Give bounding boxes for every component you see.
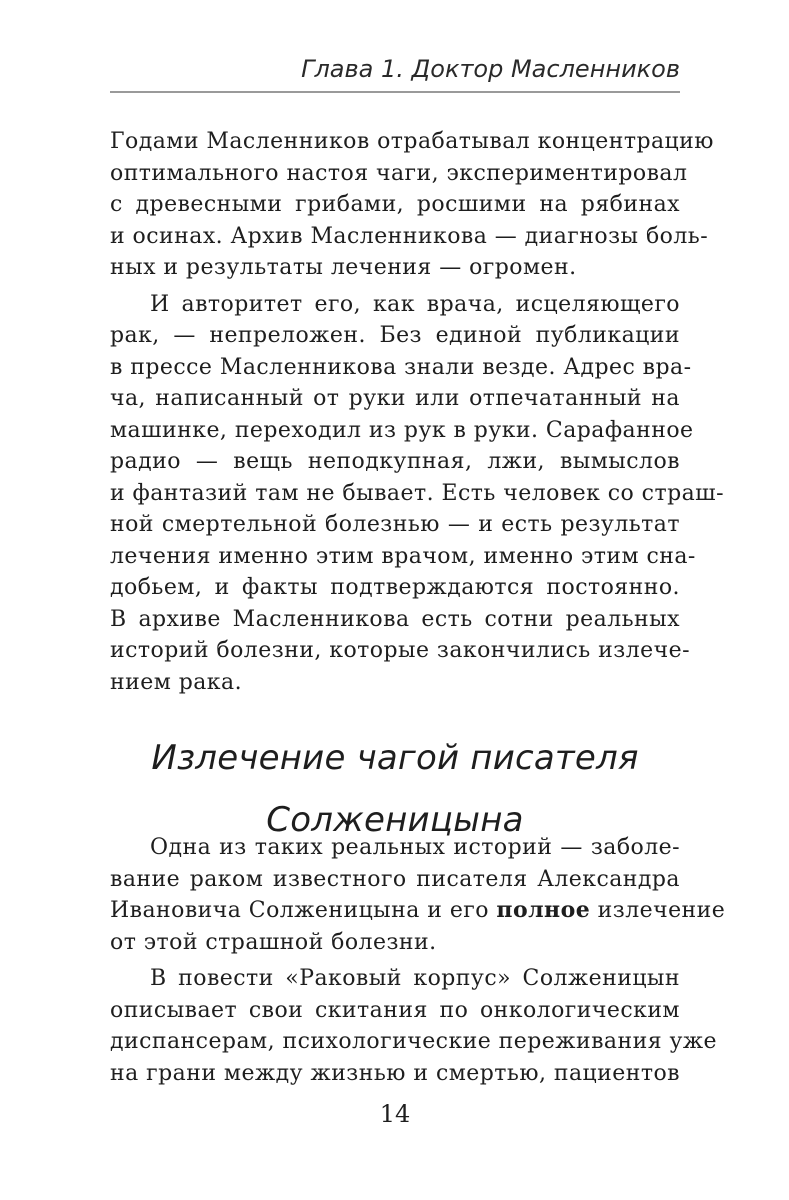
text-line: машинке, переходил из рук в руки. Сарафанное	[110, 417, 694, 443]
text-line: И авторитет его, как врача, исцеляющего	[150, 291, 680, 317]
text-line: описывает свои скитания по онкологическим	[110, 997, 680, 1023]
text-line: Одна из таких реальных историй — заболе-	[150, 835, 680, 860]
text-line: ных и результаты лечения — огромен.	[110, 255, 577, 280]
section-heading-line-2: Солженицына	[266, 800, 524, 840]
text-line: вание раком известного писателя Александра	[110, 866, 680, 892]
paragraph-2	[110, 289, 724, 699]
text-line: и осинах. Архив Масленникова — диагнозы боль-	[110, 223, 709, 249]
paragraph-1	[110, 126, 714, 284]
text-line: с древесными грибами, росшими на рябинах	[110, 192, 680, 217]
text-line: Годами Масленников отрабатывал концентрацию	[110, 129, 714, 154]
section-heading-line-1: Излечение чагой писателя	[151, 738, 639, 778]
text-line: от этой страшной болезни.	[110, 929, 437, 955]
header-rule	[110, 91, 680, 93]
text-line: диспансерам, психологические переживания уже	[110, 1029, 718, 1054]
text-line: ной смертельной болезнью — и есть результат	[110, 512, 680, 537]
text-run: Ивановича Солженицына и его	[110, 898, 497, 923]
text-line: рак, — непреложен. Без единой публикации	[110, 323, 680, 348]
text-line: добьем, и факты подтверждаются постоянно.	[110, 575, 680, 600]
text-line: лечения именно этим врачом, именно этим сна-	[110, 543, 696, 569]
text-line: ча, написанный от руки или отпечатанный на	[110, 386, 680, 411]
text-line: на грани между жизнью и смертью, пациентов	[110, 1060, 680, 1086]
text-line	[110, 895, 726, 927]
text-line: и фантазий там не бывает. Есть человек со страш-	[110, 480, 724, 506]
page-number: 14	[379, 1100, 411, 1128]
paragraph-3	[110, 832, 726, 958]
bold-word: полное	[496, 897, 591, 923]
text-line: оптимального настоя чаги, экспериментировал	[110, 160, 688, 186]
running-head: Глава 1. Доктор Масленников	[301, 55, 680, 83]
text-line: нием рака.	[110, 669, 243, 695]
text-line: историй болезни, которые закончились излече-	[110, 638, 690, 663]
text-line: В архиве Масленникова есть сотни реальных	[110, 606, 680, 632]
body-text-bottom	[110, 832, 726, 1089]
text-run: излечение	[590, 898, 726, 923]
text-line: В повести «Раковый корпус» Солженицын	[150, 966, 680, 991]
paragraph-4	[110, 963, 718, 1089]
body-text-top	[110, 126, 724, 698]
text-line: в прессе Масленникова знали везде. Адрес вра-	[110, 354, 692, 380]
text-line: радио — вещь неподкупная, лжи, вымыслов	[110, 449, 680, 474]
